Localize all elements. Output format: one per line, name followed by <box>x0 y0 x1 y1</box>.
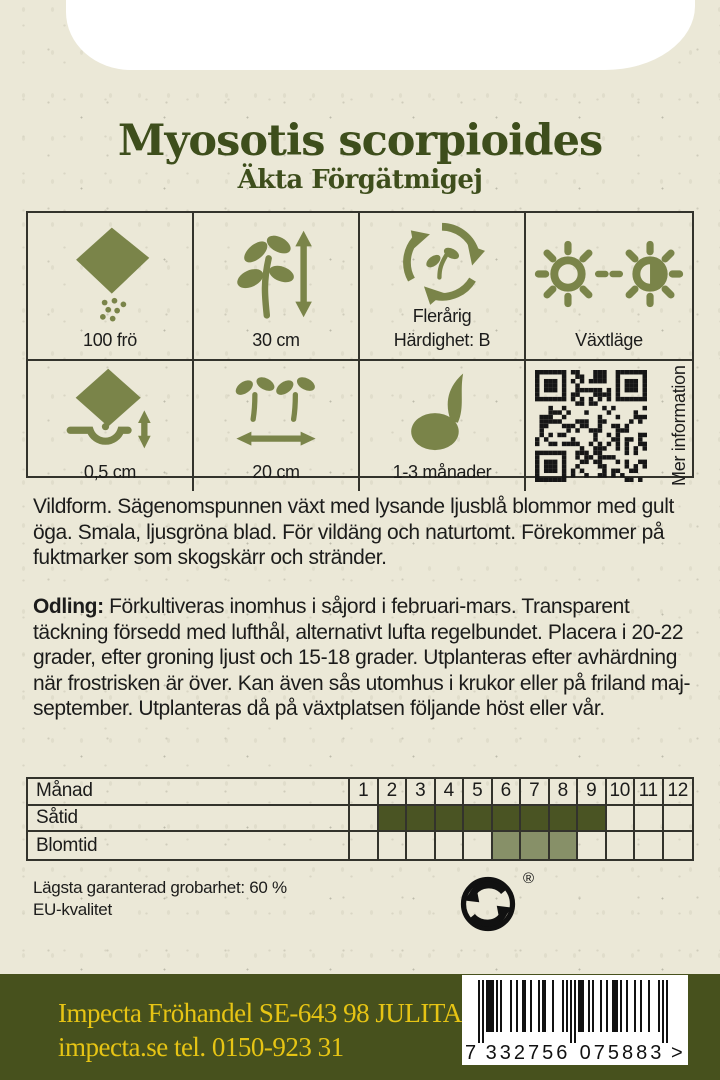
info-cell-seed-quantity <box>28 213 194 361</box>
publisher-address: Impecta Fröhandel SE-643 98 JULITA <box>58 998 462 1028</box>
svg-text:332756: 332756 <box>485 1042 571 1064</box>
sowing-depth-icon <box>63 361 157 461</box>
info-icon-grid <box>26 211 694 487</box>
packet-top-cutout <box>66 0 695 70</box>
qr-code <box>535 370 647 482</box>
barcode <box>462 975 688 1065</box>
sun-exposure-icon <box>533 213 685 329</box>
calendar-month-11: 11 <box>635 779 664 806</box>
germination-rate: Lägsta garanterad grobarhet: 60 % <box>33 878 287 897</box>
svg-text:>: > <box>671 1042 683 1064</box>
svg-text:075883: 075883 <box>579 1042 665 1064</box>
calendar-cell-8 <box>550 832 579 859</box>
info-cell-plant-spacing <box>194 361 360 491</box>
green-dot-logo <box>458 872 534 936</box>
calendar-cell-2 <box>379 806 408 833</box>
hardiness-label: Härdighet: B <box>393 330 491 350</box>
info-cell-germination-time <box>360 361 526 491</box>
cultivation-body: Förkultiveras inomhus i såjord i februari-mars. Transparent täckning försedd med lufthål, alternativt lufta regelbundet. Placera i 20-22 grader, efter groning ljust och 15-18 grader. Utplanteras efter avhärdning när frostrisken är över. Kan även sås utomhus i krukor eller på friland maj-september. Utplanteras då på växtplatsen följande höst eller vår. <box>33 595 691 720</box>
calendar-cell-12 <box>664 806 693 833</box>
calendar-cell-6 <box>493 832 522 859</box>
germination-time-label: 1-3 månader <box>392 462 492 482</box>
calendar-month-12: 12 <box>664 779 693 806</box>
calendar-row-label: Såtid <box>28 806 350 833</box>
calendar-cell-10 <box>607 832 636 859</box>
lifecycle-label: Flerårig <box>412 306 472 326</box>
plant-spacing-icon <box>231 361 321 461</box>
info-cell-lifecycle <box>360 213 526 361</box>
botanical-name-title: Myosotis scorpioides <box>117 116 603 166</box>
calendar-month-1: 1 <box>350 779 379 806</box>
publisher-contact: impecta.se tel. 0150-923 31 <box>58 1032 344 1062</box>
calendar-cell-7 <box>521 832 550 859</box>
info-cell-sun-exposure <box>526 213 692 361</box>
calendar-cell-11 <box>635 832 664 859</box>
germination-note <box>33 877 287 921</box>
eu-quality: EU-kvalitet <box>33 900 112 919</box>
cultivation-label: Odling: <box>33 595 104 618</box>
calendar-cell-5 <box>464 832 493 859</box>
seed-bag-icon <box>64 213 156 329</box>
calendar-month-2: 2 <box>379 779 408 806</box>
calendar-month-9: 9 <box>578 779 607 806</box>
calendar-cell-9 <box>578 806 607 833</box>
seed-quantity-label: 100 frö <box>83 330 137 350</box>
calendar-cell-1 <box>350 832 379 859</box>
calendar-cell-6 <box>493 806 522 833</box>
perennial-cycle-icon <box>399 213 485 305</box>
common-name-subtitle: Äkta Förgätmigej <box>237 165 483 195</box>
calendar-cell-4 <box>436 806 465 833</box>
plant-height-icon <box>230 213 322 329</box>
cultivation-text <box>33 594 691 722</box>
calendar-row-label: Blomtid <box>28 832 350 859</box>
calendar-month-5: 5 <box>464 779 493 806</box>
registered-mark: ® <box>522 870 534 887</box>
calendar-cell-3 <box>407 832 436 859</box>
calendar-month-7: 7 <box>521 779 550 806</box>
calendar-cell-5 <box>464 806 493 833</box>
plant-height-label: 30 cm <box>252 330 300 350</box>
svg-text:7: 7 <box>465 1042 477 1064</box>
calendar-cell-11 <box>635 806 664 833</box>
plant-spacing-label: 20 cm <box>252 462 300 482</box>
calendar-cell-8 <box>550 806 579 833</box>
sowing-depth-label: 0,5 cm <box>83 462 137 482</box>
calendar-cell-10 <box>607 806 636 833</box>
calendar-header-label: Månad <box>28 779 350 806</box>
info-cell-plant-height <box>194 213 360 361</box>
calendar-cell-2 <box>379 832 408 859</box>
sun-exposure-label: Växtläge <box>575 330 643 350</box>
calendar-month-3: 3 <box>407 779 436 806</box>
planting-calendar <box>26 777 694 861</box>
calendar-month-6: 6 <box>493 779 522 806</box>
info-cell-sowing-depth <box>28 361 194 491</box>
calendar-cell-3 <box>407 806 436 833</box>
info-cell-qr <box>526 361 692 491</box>
calendar-cell-7 <box>521 806 550 833</box>
calendar-cell-9 <box>578 832 607 859</box>
calendar-cell-4 <box>436 832 465 859</box>
calendar-month-8: 8 <box>550 779 579 806</box>
description-text: Vildform. Sägenomspunnen växt med lysande ljusblå blommor med gult öga. Smala, ljusgröna blad. För vildäng och naturtomt. Förekommer på fuktmarker som skogskärr och stränder. <box>33 495 674 569</box>
calendar-month-4: 4 <box>436 779 465 806</box>
germinating-seed-icon <box>398 361 486 461</box>
calendar-month-10: 10 <box>607 779 636 806</box>
qr-caption: Mer information <box>669 365 689 487</box>
calendar-cell-12 <box>664 832 693 859</box>
calendar-cell-1 <box>350 806 379 833</box>
